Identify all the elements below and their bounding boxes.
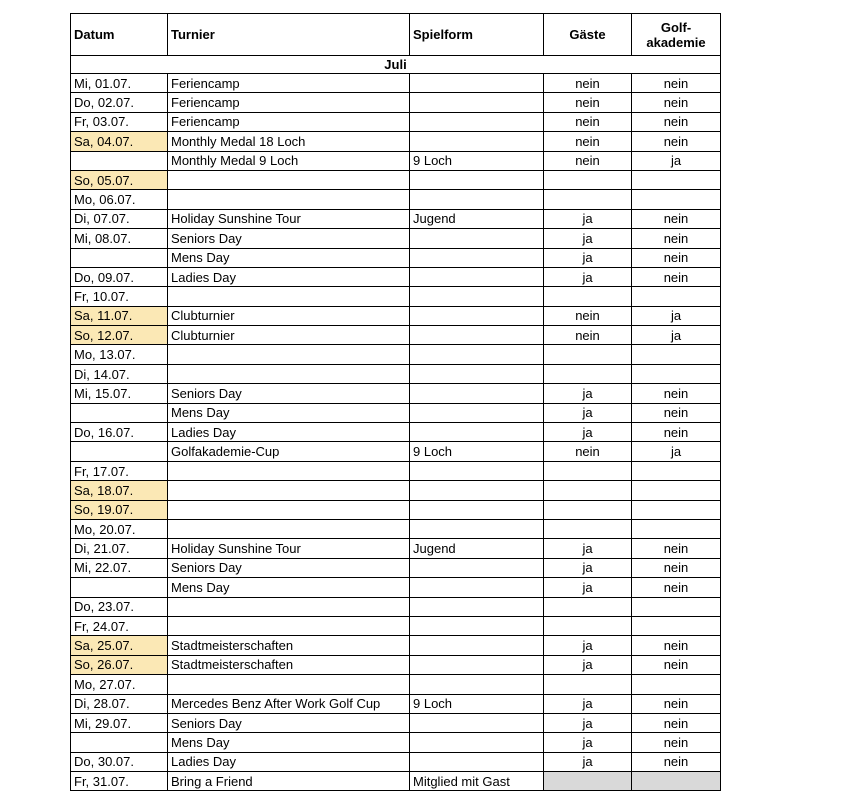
cell-spielform: Mitglied mit Gast — [410, 772, 544, 791]
cell-gaeste: ja — [544, 694, 632, 713]
table-row — [71, 694, 721, 713]
cell-gaeste: nein — [544, 151, 632, 170]
cell-spielform — [410, 578, 544, 597]
cell-datum — [71, 151, 168, 170]
cell-turnier: Seniors Day — [168, 558, 410, 577]
cell-turnier — [168, 675, 410, 694]
table-row — [71, 384, 721, 403]
cell-akademie — [632, 519, 721, 538]
table-row — [71, 578, 721, 597]
cell-datum: So, 12.07. — [71, 326, 168, 345]
cell-turnier — [168, 500, 410, 519]
cell-akademie: nein — [632, 636, 721, 655]
cell-datum: Sa, 18.07. — [71, 481, 168, 500]
cell-spielform — [410, 287, 544, 306]
cell-datum: Mi, 01.07. — [71, 74, 168, 93]
cell-turnier — [168, 481, 410, 500]
cell-gaeste — [544, 616, 632, 635]
cell-datum: Mi, 08.07. — [71, 229, 168, 248]
cell-turnier — [168, 616, 410, 635]
cell-spielform — [410, 248, 544, 267]
cell-akademie — [632, 500, 721, 519]
table-row — [71, 752, 721, 771]
cell-gaeste: ja — [544, 655, 632, 674]
schedule-body — [71, 56, 721, 791]
cell-spielform — [410, 403, 544, 422]
cell-turnier: Seniors Day — [168, 229, 410, 248]
cell-turnier: Stadtmeisterschaften — [168, 636, 410, 655]
cell-gaeste: ja — [544, 403, 632, 422]
cell-akademie — [632, 461, 721, 480]
cell-gaeste: ja — [544, 578, 632, 597]
cell-gaeste: ja — [544, 558, 632, 577]
table-row — [71, 132, 721, 151]
cell-datum: Di, 28.07. — [71, 694, 168, 713]
cell-turnier — [168, 287, 410, 306]
cell-turnier: Stadtmeisterschaften — [168, 655, 410, 674]
table-row — [71, 461, 721, 480]
cell-gaeste — [544, 364, 632, 383]
cell-spielform — [410, 267, 544, 286]
header-turnier: Turnier — [168, 14, 410, 56]
cell-datum: Sa, 04.07. — [71, 132, 168, 151]
cell-datum: Fr, 17.07. — [71, 461, 168, 480]
cell-turnier — [168, 364, 410, 383]
cell-datum — [71, 578, 168, 597]
cell-gaeste: nein — [544, 442, 632, 461]
table-row — [71, 74, 721, 93]
cell-gaeste: ja — [544, 423, 632, 442]
table-row — [71, 229, 721, 248]
cell-turnier — [168, 345, 410, 364]
cell-turnier: Golfakademie-Cup — [168, 442, 410, 461]
table-row — [71, 772, 721, 791]
cell-spielform — [410, 74, 544, 93]
table-row — [71, 403, 721, 422]
table-row — [71, 675, 721, 694]
cell-gaeste — [544, 500, 632, 519]
cell-gaeste — [544, 170, 632, 189]
cell-gaeste: nein — [544, 74, 632, 93]
cell-akademie — [632, 481, 721, 500]
cell-akademie: nein — [632, 713, 721, 732]
schedule-table — [70, 13, 721, 791]
cell-akademie: nein — [632, 694, 721, 713]
cell-turnier: Seniors Day — [168, 713, 410, 732]
table-row — [71, 306, 721, 325]
cell-spielform — [410, 636, 544, 655]
cell-spielform — [410, 423, 544, 442]
cell-datum: Mo, 27.07. — [71, 675, 168, 694]
cell-spielform: Jugend — [410, 209, 544, 228]
cell-gaeste: nein — [544, 112, 632, 131]
table-row — [71, 364, 721, 383]
cell-spielform — [410, 558, 544, 577]
cell-turnier — [168, 597, 410, 616]
cell-turnier: Mens Day — [168, 733, 410, 752]
cell-turnier: Mercedes Benz After Work Golf Cup — [168, 694, 410, 713]
cell-datum: Fr, 24.07. — [71, 616, 168, 635]
cell-turnier: Holiday Sunshine Tour — [168, 539, 410, 558]
cell-datum: Mo, 06.07. — [71, 190, 168, 209]
cell-datum: Di, 07.07. — [71, 209, 168, 228]
cell-akademie — [632, 616, 721, 635]
table-row — [71, 519, 721, 538]
cell-gaeste: nein — [544, 132, 632, 151]
cell-akademie: nein — [632, 112, 721, 131]
table-row — [71, 597, 721, 616]
cell-turnier: Ladies Day — [168, 423, 410, 442]
table-row — [71, 655, 721, 674]
cell-turnier: Seniors Day — [168, 384, 410, 403]
table-row — [71, 442, 721, 461]
cell-turnier: Clubturnier — [168, 326, 410, 345]
cell-datum: Fr, 03.07. — [71, 112, 168, 131]
cell-spielform: Jugend — [410, 539, 544, 558]
cell-datum — [71, 733, 168, 752]
cell-datum: Mi, 15.07. — [71, 384, 168, 403]
cell-datum: Mo, 13.07. — [71, 345, 168, 364]
header-row — [71, 14, 721, 56]
month-row — [71, 56, 721, 74]
cell-spielform — [410, 733, 544, 752]
table-row — [71, 170, 721, 189]
cell-turnier: Clubturnier — [168, 306, 410, 325]
cell-datum: Do, 16.07. — [71, 423, 168, 442]
cell-datum: Do, 09.07. — [71, 267, 168, 286]
cell-gaeste — [544, 287, 632, 306]
cell-gaeste — [544, 461, 632, 480]
cell-datum: Di, 14.07. — [71, 364, 168, 383]
cell-datum: Do, 30.07. — [71, 752, 168, 771]
table-row — [71, 209, 721, 228]
cell-gaeste: ja — [544, 209, 632, 228]
cell-datum: So, 19.07. — [71, 500, 168, 519]
cell-turnier: Bring a Friend — [168, 772, 410, 791]
cell-spielform — [410, 597, 544, 616]
cell-spielform — [410, 655, 544, 674]
cell-turnier — [168, 170, 410, 189]
cell-spielform — [410, 500, 544, 519]
cell-akademie: nein — [632, 229, 721, 248]
cell-spielform — [410, 306, 544, 325]
header-akademie: Golf-akademie — [632, 14, 721, 56]
cell-gaeste — [544, 519, 632, 538]
cell-gaeste — [544, 675, 632, 694]
table-row — [71, 287, 721, 306]
cell-akademie: ja — [632, 326, 721, 345]
cell-turnier: Mens Day — [168, 403, 410, 422]
cell-akademie: nein — [632, 74, 721, 93]
table-row — [71, 713, 721, 732]
cell-spielform — [410, 93, 544, 112]
cell-akademie: nein — [632, 578, 721, 597]
cell-akademie: ja — [632, 306, 721, 325]
cell-gaeste: ja — [544, 248, 632, 267]
cell-turnier — [168, 190, 410, 209]
cell-spielform — [410, 345, 544, 364]
cell-gaeste — [544, 597, 632, 616]
cell-gaeste: ja — [544, 229, 632, 248]
cell-datum: Mo, 20.07. — [71, 519, 168, 538]
month-label: Juli — [71, 56, 721, 74]
table-row — [71, 423, 721, 442]
cell-datum: So, 05.07. — [71, 170, 168, 189]
cell-spielform — [410, 384, 544, 403]
cell-spielform — [410, 481, 544, 500]
cell-spielform: 9 Loch — [410, 442, 544, 461]
table-row — [71, 345, 721, 364]
cell-spielform — [410, 326, 544, 345]
table-row — [71, 733, 721, 752]
cell-spielform — [410, 461, 544, 480]
table-row — [71, 267, 721, 286]
cell-turnier: Ladies Day — [168, 752, 410, 771]
cell-akademie: nein — [632, 248, 721, 267]
cell-akademie: nein — [632, 267, 721, 286]
cell-gaeste — [544, 345, 632, 364]
cell-akademie: nein — [632, 733, 721, 752]
cell-akademie: nein — [632, 93, 721, 112]
cell-gaeste: ja — [544, 384, 632, 403]
cell-akademie — [632, 287, 721, 306]
cell-gaeste: ja — [544, 636, 632, 655]
cell-spielform — [410, 675, 544, 694]
table-row — [71, 500, 721, 519]
header-datum: Datum — [71, 14, 168, 56]
cell-gaeste: ja — [544, 733, 632, 752]
cell-spielform — [410, 132, 544, 151]
table-row — [71, 539, 721, 558]
cell-datum: So, 26.07. — [71, 655, 168, 674]
table-row — [71, 151, 721, 170]
table-row — [71, 636, 721, 655]
cell-datum: Di, 21.07. — [71, 539, 168, 558]
cell-akademie — [632, 170, 721, 189]
cell-datum — [71, 442, 168, 461]
cell-spielform — [410, 519, 544, 538]
cell-spielform — [410, 190, 544, 209]
cell-turnier: Ladies Day — [168, 267, 410, 286]
cell-datum: Do, 02.07. — [71, 93, 168, 112]
cell-turnier: Feriencamp — [168, 112, 410, 131]
cell-akademie: nein — [632, 423, 721, 442]
cell-akademie: nein — [632, 539, 721, 558]
cell-akademie — [632, 675, 721, 694]
table-row — [71, 558, 721, 577]
cell-gaeste — [544, 481, 632, 500]
cell-akademie: nein — [632, 384, 721, 403]
cell-gaeste: nein — [544, 326, 632, 345]
cell-spielform — [410, 364, 544, 383]
cell-datum: Do, 23.07. — [71, 597, 168, 616]
cell-gaeste: ja — [544, 539, 632, 558]
table-row — [71, 112, 721, 131]
cell-spielform: 9 Loch — [410, 151, 544, 170]
cell-akademie: ja — [632, 442, 721, 461]
cell-turnier — [168, 519, 410, 538]
cell-spielform — [410, 616, 544, 635]
cell-akademie — [632, 345, 721, 364]
cell-akademie — [632, 597, 721, 616]
cell-akademie — [632, 364, 721, 383]
header-gaeste: Gäste — [544, 14, 632, 56]
cell-datum: Sa, 11.07. — [71, 306, 168, 325]
cell-turnier: Monthly Medal 9 Loch — [168, 151, 410, 170]
cell-akademie: ja — [632, 151, 721, 170]
cell-spielform — [410, 713, 544, 732]
cell-akademie: nein — [632, 752, 721, 771]
cell-turnier: Monthly Medal 18 Loch — [168, 132, 410, 151]
table-row — [71, 93, 721, 112]
cell-datum — [71, 403, 168, 422]
cell-gaeste: ja — [544, 752, 632, 771]
cell-spielform: 9 Loch — [410, 694, 544, 713]
cell-turnier: Feriencamp — [168, 93, 410, 112]
cell-gaeste: ja — [544, 713, 632, 732]
cell-spielform — [410, 229, 544, 248]
cell-datum: Mi, 22.07. — [71, 558, 168, 577]
cell-turnier — [168, 461, 410, 480]
header-spielform: Spielform — [410, 14, 544, 56]
table-row — [71, 326, 721, 345]
cell-turnier: Mens Day — [168, 248, 410, 267]
cell-datum: Sa, 25.07. — [71, 636, 168, 655]
cell-gaeste: ja — [544, 267, 632, 286]
cell-akademie: nein — [632, 209, 721, 228]
cell-datum: Mi, 29.07. — [71, 713, 168, 732]
cell-datum: Fr, 31.07. — [71, 772, 168, 791]
cell-gaeste — [544, 190, 632, 209]
table-row — [71, 616, 721, 635]
cell-akademie — [632, 190, 721, 209]
cell-gaeste: nein — [544, 306, 632, 325]
cell-akademie: nein — [632, 558, 721, 577]
table-row — [71, 248, 721, 267]
cell-turnier: Feriencamp — [168, 74, 410, 93]
cell-spielform — [410, 112, 544, 131]
cell-spielform — [410, 752, 544, 771]
cell-datum — [71, 248, 168, 267]
cell-gaeste — [544, 772, 632, 791]
cell-akademie: nein — [632, 132, 721, 151]
table-row — [71, 481, 721, 500]
cell-gaeste: nein — [544, 93, 632, 112]
table-row — [71, 190, 721, 209]
cell-akademie: nein — [632, 403, 721, 422]
cell-akademie — [632, 772, 721, 791]
cell-datum: Fr, 10.07. — [71, 287, 168, 306]
cell-akademie: nein — [632, 655, 721, 674]
cell-turnier: Mens Day — [168, 578, 410, 597]
cell-spielform — [410, 170, 544, 189]
cell-turnier: Holiday Sunshine Tour — [168, 209, 410, 228]
